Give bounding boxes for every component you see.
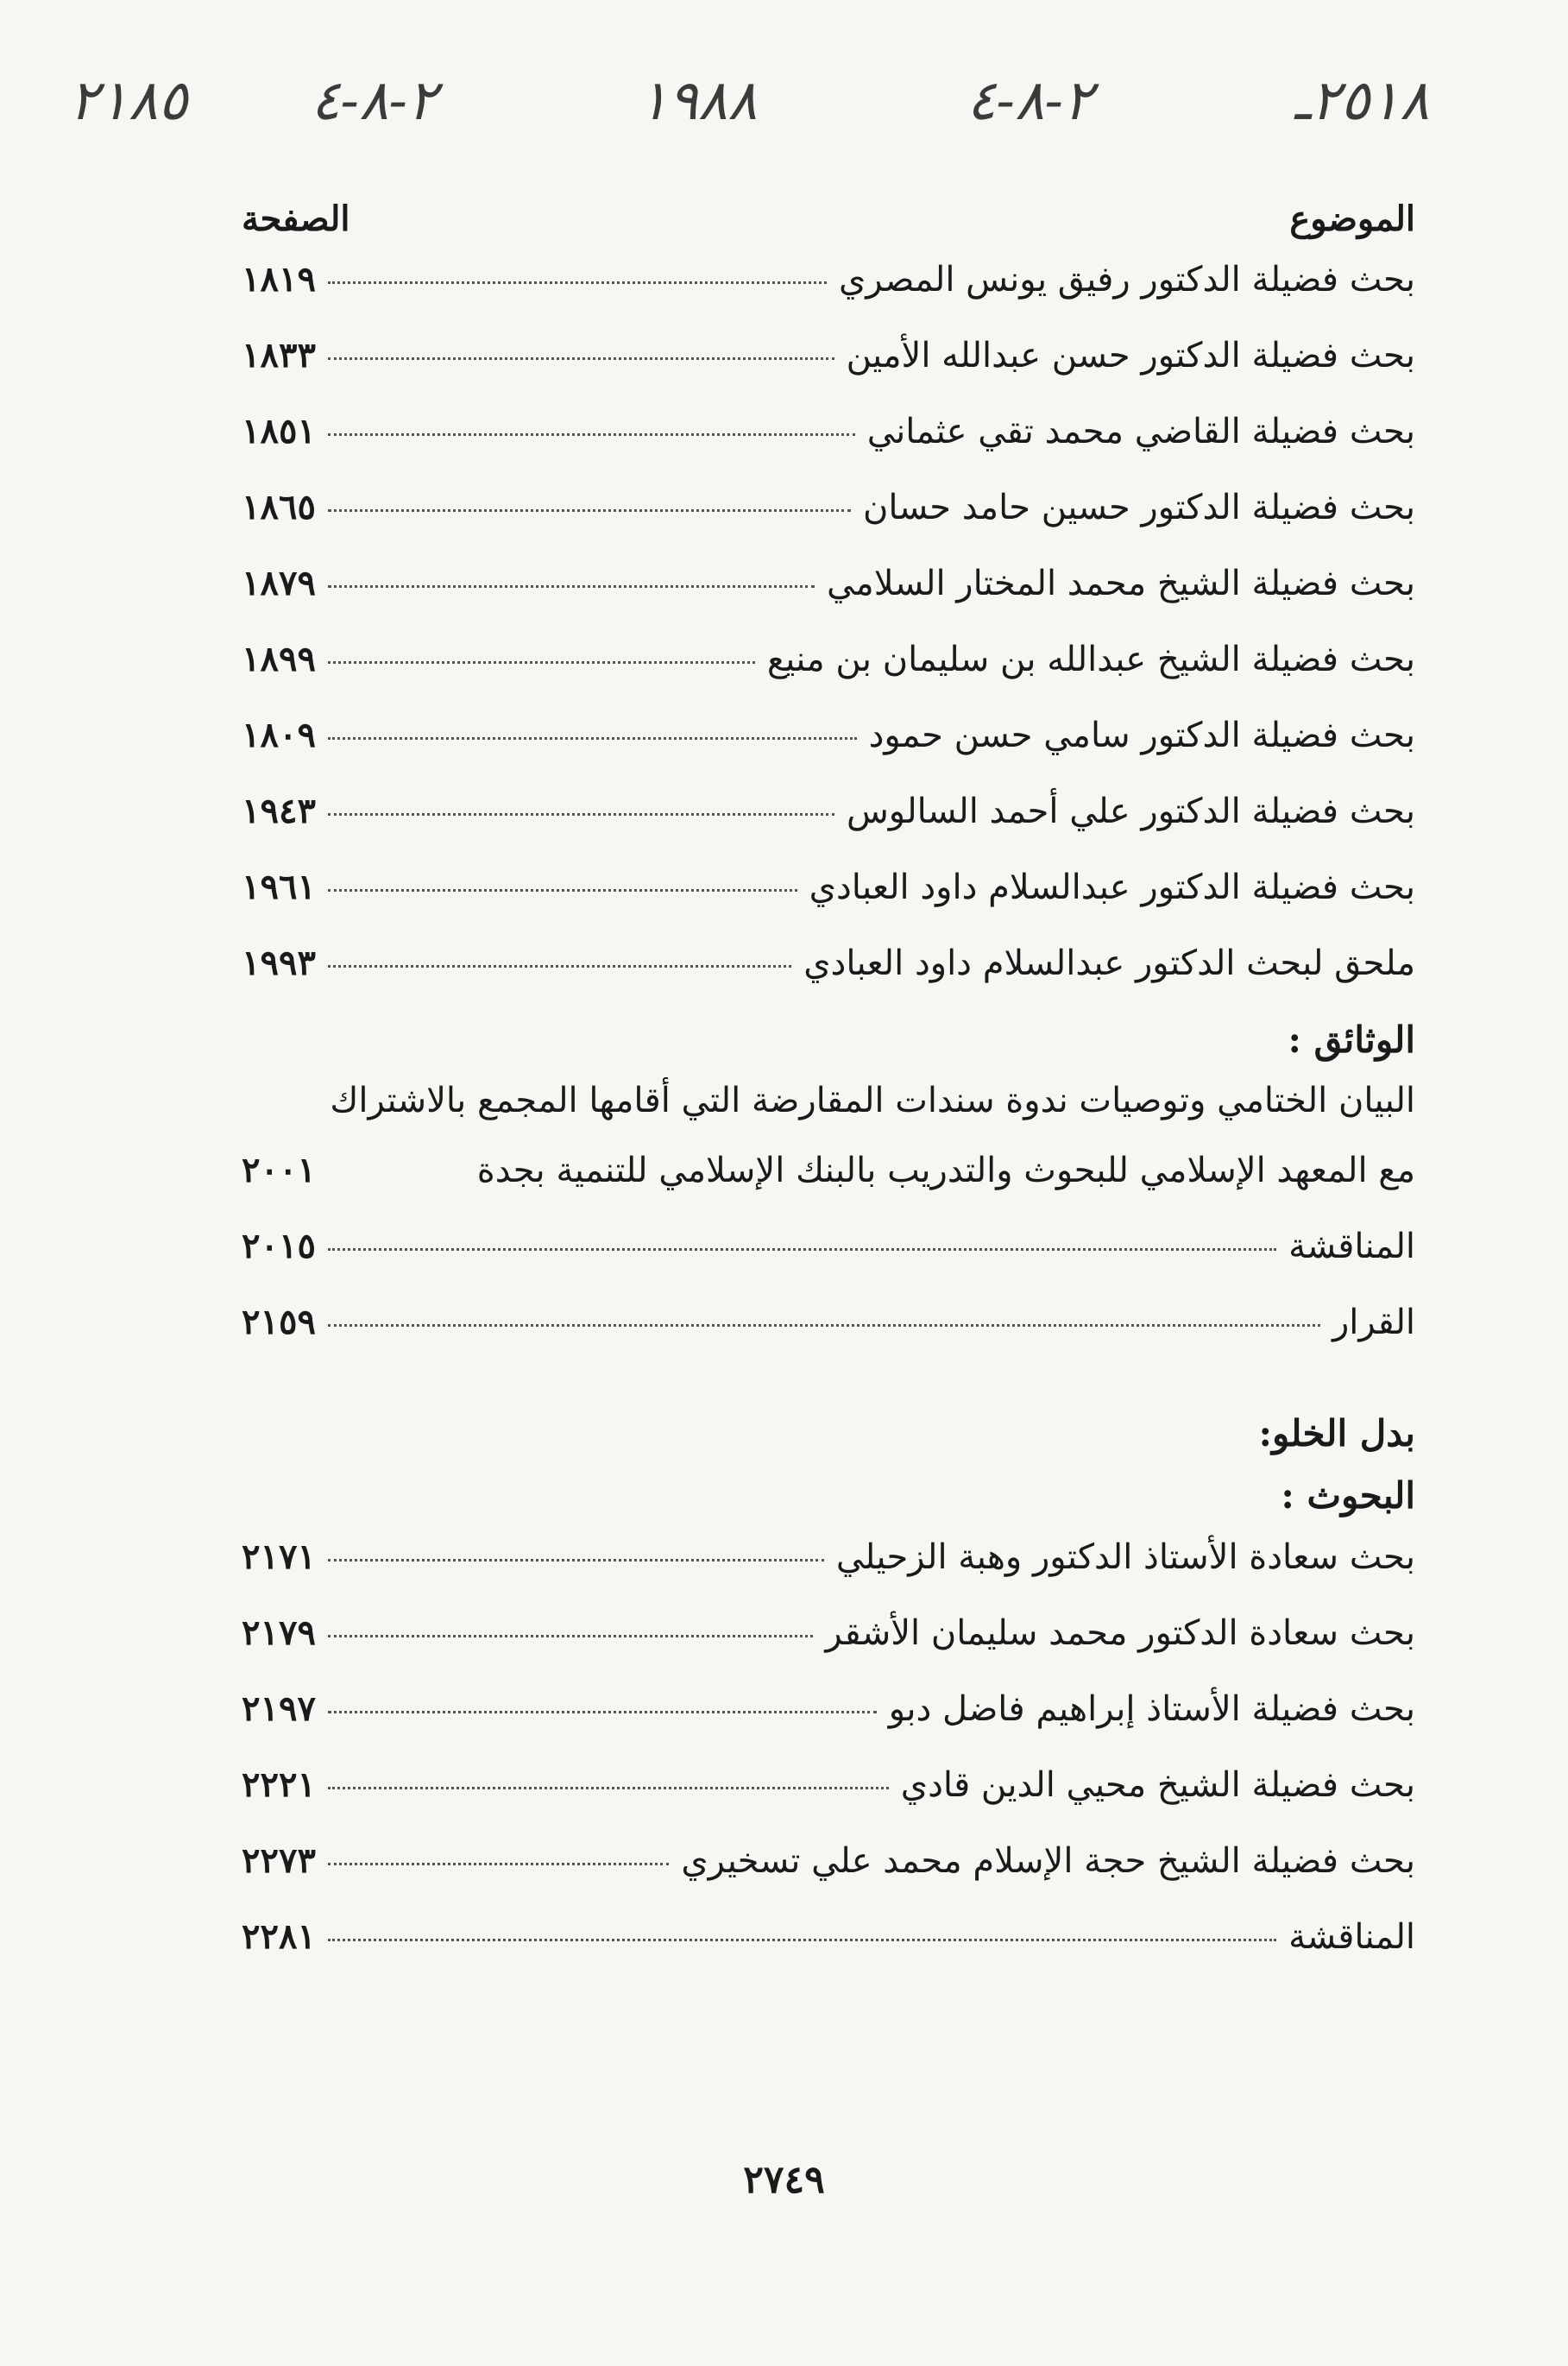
entry-title: بحث فضيلة الشيخ محمد المختار السلامي bbox=[826, 564, 1415, 603]
section-heading-badal-khulu: بدل الخلو: bbox=[1258, 1412, 1415, 1454]
entry-title: بحث فضيلة الدكتور سامي حسن حمود bbox=[868, 716, 1415, 755]
topic-column-label: الموضوع bbox=[1289, 199, 1415, 239]
dot-leader bbox=[328, 1635, 813, 1637]
entry-page: ١٩٦١ bbox=[242, 867, 316, 907]
entry-title: بحث فضيلة الشيخ محيي الدين قادي bbox=[900, 1765, 1415, 1805]
handwritten-note: ٢-٨-٤ bbox=[967, 69, 1093, 133]
entry-page: ٢٠٠١ bbox=[242, 1150, 316, 1190]
dot-leader bbox=[328, 1787, 889, 1789]
toc-entry bbox=[242, 1536, 1415, 1612]
entry-page: ١٨٠٩ bbox=[242, 715, 316, 755]
entry-title: بحث فضيلة الدكتور حسين حامد حسان bbox=[863, 488, 1415, 527]
toc-entry bbox=[242, 867, 1415, 943]
entry-page: ١٨٥١ bbox=[242, 411, 316, 451]
section-heading-research: البحوث : bbox=[1281, 1474, 1415, 1517]
dot-leader bbox=[328, 889, 797, 892]
toc-entry bbox=[242, 791, 1415, 867]
documents-statement-line: البيان الختامي وتوصيات ندوة سندات المقارضة التي أقامها المجمع بالاشتراك bbox=[330, 1081, 1415, 1120]
dot-leader bbox=[328, 1559, 824, 1562]
dot-leader bbox=[328, 661, 755, 664]
handwritten-note: ٢٥١٨ـ bbox=[1294, 69, 1430, 133]
entry-page: ٢١٩٧ bbox=[242, 1688, 316, 1729]
entry-page: ٢٠١٥ bbox=[242, 1226, 316, 1266]
toc-entry bbox=[242, 943, 1415, 1019]
entry-page: ٢١٥٩ bbox=[242, 1302, 316, 1342]
dot-leader bbox=[328, 1324, 1320, 1327]
dot-leader bbox=[328, 737, 857, 740]
entry-title: ملحق لبحث الدكتور عبدالسلام داود العبادي bbox=[803, 943, 1415, 983]
toc-entry bbox=[242, 1688, 1415, 1764]
entry-title: بحث فضيلة الدكتور علي أحمد السالوس bbox=[846, 792, 1415, 831]
entry-title: بحث سعادة الأستاذ الدكتور وهبة الزحيلي bbox=[835, 1537, 1415, 1577]
entry-title: بحث فضيلة القاضي محمد تقي عثماني bbox=[866, 412, 1415, 451]
entry-page: ١٨٧٩ bbox=[242, 563, 316, 603]
entry-title: بحث فضيلة الدكتور عبدالسلام داود العبادي bbox=[809, 868, 1415, 907]
dot-leader bbox=[328, 509, 851, 512]
toc-entry bbox=[242, 1764, 1415, 1840]
dot-leader bbox=[328, 357, 834, 360]
handwritten-note: ١٩٨٨ bbox=[639, 69, 758, 133]
entry-page: ٢١٧١ bbox=[242, 1536, 316, 1577]
section-heading-documents: الوثائق : bbox=[1288, 1019, 1415, 1061]
toc-entry bbox=[242, 259, 1415, 335]
dot-leader bbox=[328, 965, 791, 968]
dot-leader bbox=[328, 1863, 669, 1865]
dot-leader bbox=[328, 281, 827, 284]
entry-title: بحث فضيلة الشيخ عبدالله بن سليمان بن منيع bbox=[766, 640, 1415, 679]
dot-leader bbox=[328, 1939, 1276, 1941]
toc-entry bbox=[242, 1916, 1415, 1992]
handwritten-note: ٢-٨-٤ bbox=[311, 69, 438, 133]
table-of-contents bbox=[242, 199, 1415, 1992]
toc-entry bbox=[242, 1150, 1415, 1226]
entry-title: مع المعهد الإسلامي للبحوث والتدريب بالبنك الإسلامي للتنمية بجدة bbox=[476, 1151, 1415, 1190]
entry-page: ١٩٤٣ bbox=[242, 791, 316, 831]
dot-leader bbox=[328, 433, 855, 436]
toc-entry bbox=[242, 639, 1415, 715]
handwritten-notes bbox=[69, 60, 1467, 155]
entry-page: ١٩٩٣ bbox=[242, 943, 316, 983]
entry-page: ٢٢٨١ bbox=[242, 1916, 316, 1957]
entry-page: ٢٢٧٣ bbox=[242, 1840, 316, 1881]
toc-entry bbox=[242, 1840, 1415, 1916]
toc-entries-group-2 bbox=[242, 1536, 1415, 1992]
entry-page: ١٨١٩ bbox=[242, 259, 316, 300]
entry-page: ٢١٧٩ bbox=[242, 1612, 316, 1653]
dot-leader bbox=[328, 1711, 877, 1713]
toc-entry bbox=[242, 1226, 1415, 1302]
handwritten-note: ٢١٨٥ bbox=[69, 69, 188, 133]
entry-page: ٢٢٢١ bbox=[242, 1764, 316, 1805]
dot-leader bbox=[328, 585, 815, 588]
entry-page: ١٨٩٩ bbox=[242, 639, 316, 679]
entry-title: بحث سعادة الدكتور محمد سليمان الأشقر bbox=[825, 1613, 1415, 1653]
toc-header bbox=[242, 199, 1415, 259]
entry-page: ١٨٣٣ bbox=[242, 335, 316, 375]
toc-entry bbox=[242, 335, 1415, 411]
entry-title: بحث فضيلة الدكتور رفيق يونس المصري bbox=[838, 260, 1415, 300]
toc-entry bbox=[242, 1612, 1415, 1688]
toc-entries-group-1 bbox=[242, 259, 1415, 1019]
entry-title: بحث فضيلة الأستاذ إبراهيم فاضل دبو bbox=[888, 1689, 1415, 1729]
toc-entry bbox=[242, 411, 1415, 487]
entry-title: المناقشة bbox=[1288, 1227, 1415, 1266]
entry-title: بحث فضيلة الدكتور حسن عبدالله الأمين bbox=[846, 336, 1415, 375]
entry-title: بحث فضيلة الشيخ حجة الإسلام محمد علي تسخيري bbox=[681, 1841, 1415, 1881]
page-number: ٢٧٤٩ bbox=[743, 2158, 825, 2202]
toc-entry bbox=[242, 715, 1415, 791]
entry-title: المناقشة bbox=[1288, 1917, 1415, 1957]
toc-entry bbox=[242, 1302, 1415, 1378]
page-column-label: الصفحة bbox=[242, 199, 350, 239]
entry-title: القرار bbox=[1332, 1303, 1415, 1342]
entry-page: ١٨٦٥ bbox=[242, 487, 316, 527]
dot-leader bbox=[328, 813, 834, 816]
dot-leader bbox=[328, 1248, 1276, 1251]
toc-entry bbox=[242, 563, 1415, 639]
toc-entry bbox=[242, 487, 1415, 563]
